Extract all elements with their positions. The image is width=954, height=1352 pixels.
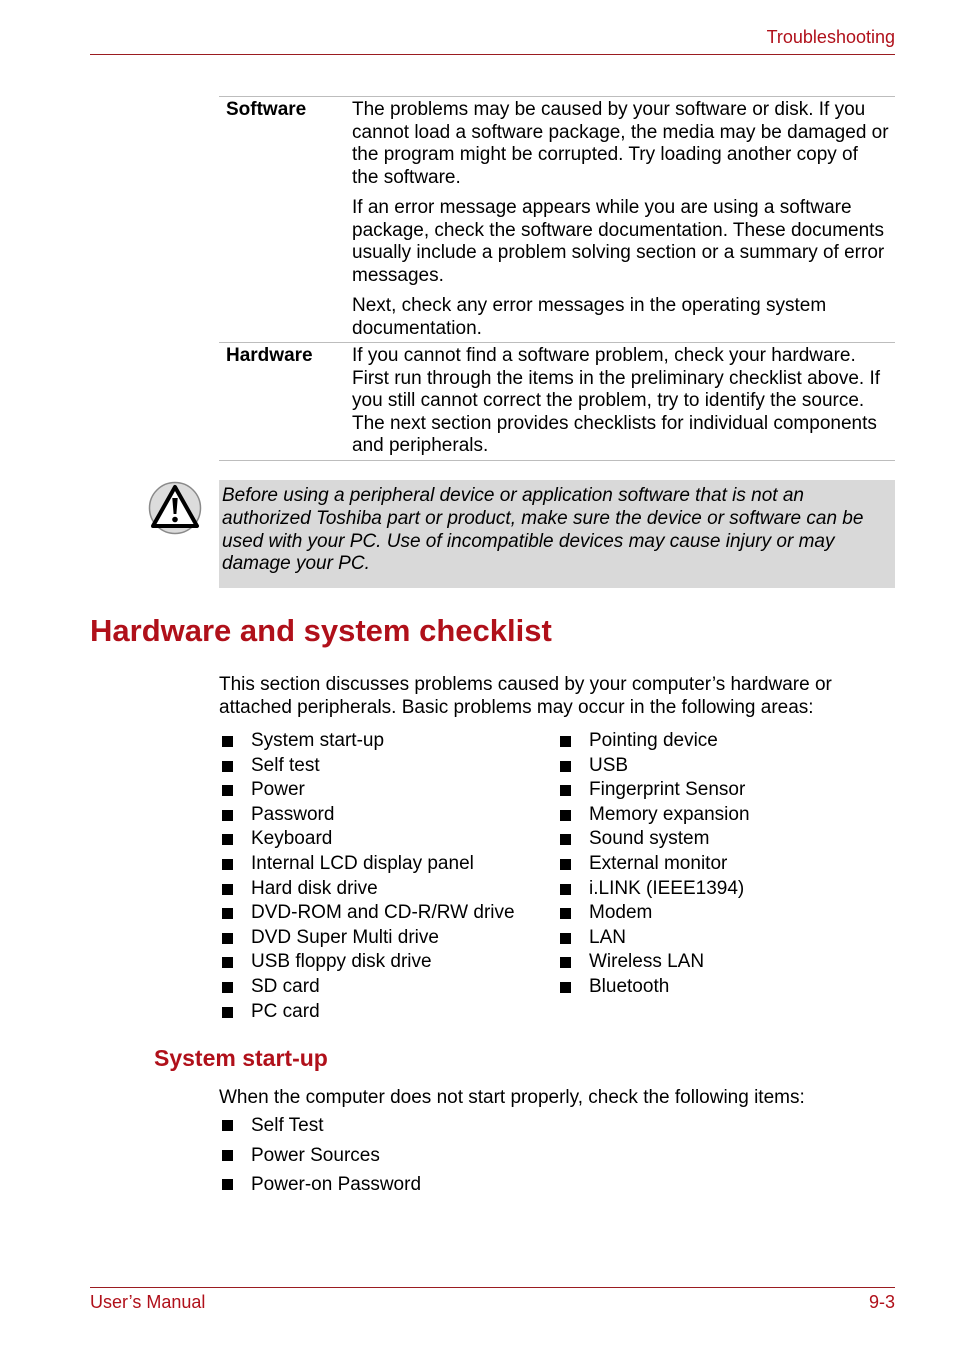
table-paragraph: The problems may be caused by your software or disk. If you cannot load a software package, the media may be damaged or the program might be corrupted. Try loading another copy of the software. — [352, 99, 889, 188]
bullet-square-icon — [222, 957, 233, 968]
page-number: 9-3 — [868, 1292, 895, 1312]
table-term: Software — [226, 99, 307, 120]
bullet-square-icon — [560, 859, 571, 870]
list-item: Fingerprint Sensor — [557, 778, 750, 803]
list-item: DVD-ROM and CD-R/RW drive — [219, 901, 515, 926]
table-description — [352, 97, 895, 340]
list-item: SD card — [219, 975, 515, 1000]
areas-list-right — [557, 729, 750, 1000]
bullet-square-icon — [560, 761, 571, 772]
list-item: Password — [219, 803, 515, 828]
table-row — [219, 97, 895, 343]
list-item: Memory expansion — [557, 803, 750, 828]
table-description — [352, 343, 895, 458]
bullet-square-icon — [222, 785, 233, 796]
bullet-square-icon — [222, 810, 233, 821]
table-row — [219, 343, 895, 461]
bullet-square-icon — [222, 834, 233, 845]
list-item: USB — [557, 754, 750, 779]
list-item: Internal LCD display panel — [219, 852, 515, 877]
list-item: Self test — [219, 754, 515, 779]
bullet-square-icon — [222, 1007, 233, 1018]
areas-list-left — [219, 729, 515, 1024]
bullet-square-icon — [560, 834, 571, 845]
caution-note: Before using a peripheral device or application software that is not an authorized Toshiba part or product, make sure the device or software can be used with your PC. Use of incompatible devices may cause injury or may damage your PC. — [219, 480, 895, 588]
bullet-square-icon — [222, 761, 233, 772]
bullet-square-icon — [560, 908, 571, 919]
bullet-square-icon — [222, 1150, 233, 1161]
bullet-square-icon — [560, 884, 571, 895]
list-item: Hard disk drive — [219, 877, 515, 902]
bullet-square-icon — [560, 736, 571, 747]
list-item: PC card — [219, 1000, 515, 1025]
problem-source-table — [219, 96, 895, 461]
subsection-title: System start-up — [154, 1045, 328, 1071]
list-item: Power-on Password — [219, 1172, 421, 1202]
list-item: External monitor — [557, 852, 750, 877]
list-item: Pointing device — [557, 729, 750, 754]
list-item: Keyboard — [219, 827, 515, 852]
bullet-square-icon — [560, 810, 571, 821]
list-item: LAN — [557, 926, 750, 951]
list-item: Sound system — [557, 827, 750, 852]
list-item: System start-up — [219, 729, 515, 754]
table-paragraph: If an error message appears while you are using a software package, check the software documentation. These documents usually include a problem solving section or a summary of error messages. — [352, 197, 885, 286]
list-item: Self Test — [219, 1113, 421, 1143]
subsection-intro: When the computer does not start properly, check the following items: — [219, 1087, 805, 1108]
header-rule — [90, 54, 895, 55]
list-item: Power — [219, 778, 515, 803]
bullet-square-icon — [222, 908, 233, 919]
list-item: i.LINK (IEEE1394) — [557, 877, 750, 902]
table-paragraph: Next, check any error messages in the operating system documentation. — [352, 295, 827, 339]
bullet-square-icon — [222, 1179, 233, 1190]
bullet-square-icon — [560, 933, 571, 944]
section-intro: This section discusses problems caused by your computer’s hardware or attached peripherals. Basic problems may occur in the following areas: — [219, 674, 832, 718]
list-item: Bluetooth — [557, 975, 750, 1000]
footer-rule — [90, 1287, 895, 1288]
bullet-square-icon — [222, 736, 233, 747]
list-item: DVD Super Multi drive — [219, 926, 515, 951]
table-term: Hardware — [226, 345, 313, 366]
bullet-square-icon — [222, 982, 233, 993]
bullet-square-icon — [560, 785, 571, 796]
bullet-square-icon — [222, 859, 233, 870]
bullet-square-icon — [222, 884, 233, 895]
caution-triangle-icon — [148, 481, 202, 535]
bullet-square-icon — [560, 982, 571, 993]
bullet-square-icon — [222, 1120, 233, 1131]
running-header: Troubleshooting — [766, 27, 895, 47]
footer-manual-title: User’s Manual — [90, 1292, 206, 1312]
list-item: Modem — [557, 901, 750, 926]
table-paragraph: If you cannot find a software problem, check your hardware. First run through the items in the preliminary checklist above. If you still cannot correct the problem, try to identify the source. The next section provides checklists for individual components and peripherals. — [352, 345, 881, 456]
list-item: USB floppy disk drive — [219, 950, 515, 975]
startup-checklist — [219, 1113, 421, 1202]
bullet-square-icon — [222, 933, 233, 944]
list-item: Wireless LAN — [557, 950, 750, 975]
bullet-square-icon — [560, 957, 571, 968]
section-title: Hardware and system checklist — [90, 613, 552, 648]
list-item: Power Sources — [219, 1143, 421, 1173]
